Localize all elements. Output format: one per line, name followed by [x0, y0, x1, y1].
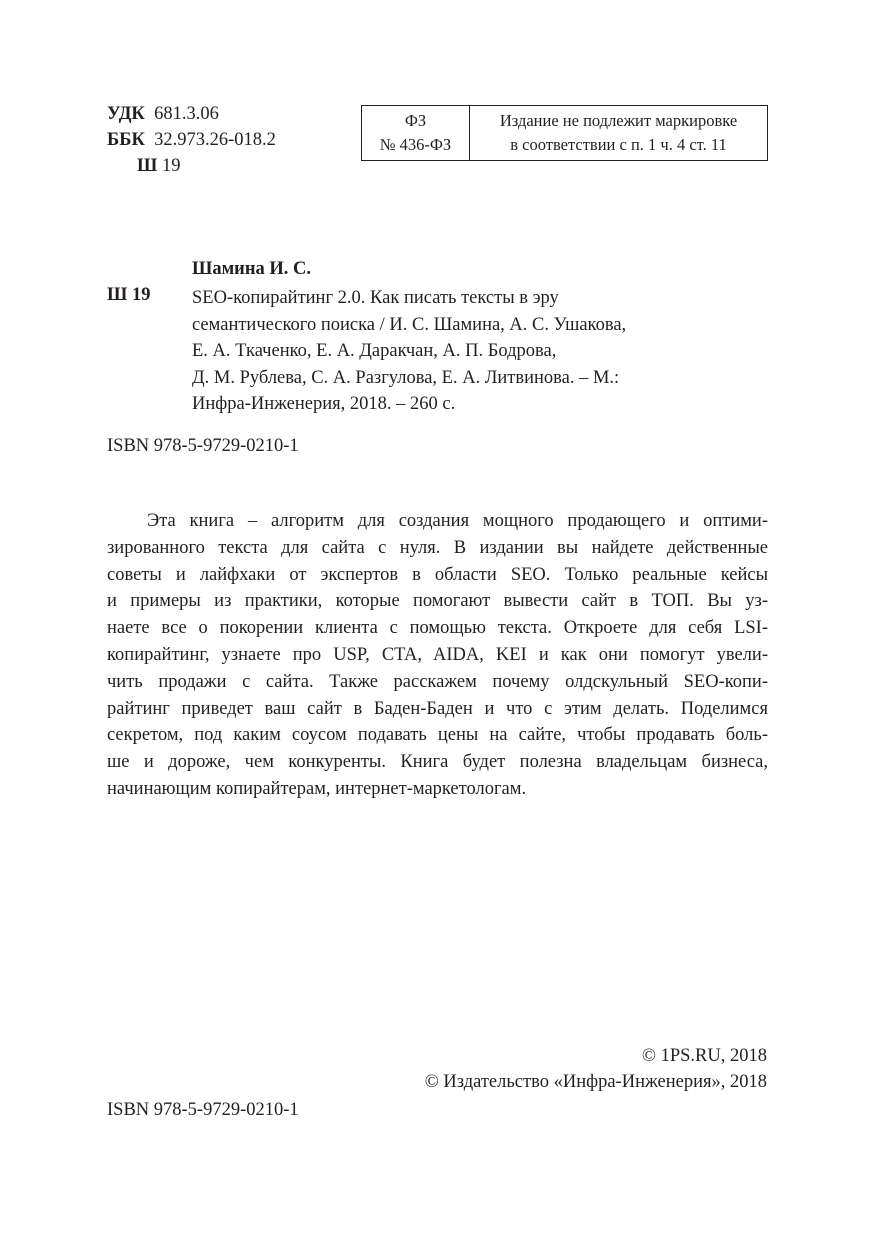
author-heading: Шамина И. С. — [192, 259, 311, 279]
author-code: Ш 19 — [107, 285, 151, 305]
annotation-line: ше и дороже, чем конкуренты. Книга будет полезна владельцам бизнеса, — [107, 752, 768, 773]
copyright-line: © Издательство «Инфра-Инженерия», 2018 — [424, 1072, 767, 1092]
annotation-line: начинающим копирайтерам, интернет-маркетологам. — [107, 778, 527, 799]
copyright-block — [425, 1043, 767, 1095]
annotation-line: чить продажи с сайта. Также расскажем почему олдскульный SEO-копи- — [107, 671, 768, 692]
isbn-top: ISBN 978-5-9729-0210-1 — [107, 436, 299, 456]
annotation-line: советы и лайфхаки от экспертов в области SEO. Только реальные кейсы — [107, 564, 768, 585]
fz-law-line1: ФЗ — [404, 111, 427, 130]
classification-block — [107, 101, 276, 179]
biblio-line: SEO-копирайтинг 2.0. Как писать тексты в эру — [192, 288, 559, 308]
biblio-line: Е. А. Ткаченко, Е. А. Даракчан, А. П. Бодрова, — [192, 341, 557, 361]
fz-note-line1: Издание не подлежит маркировке — [499, 111, 738, 130]
udk-label: УДК — [107, 104, 145, 124]
author-sign-row — [107, 153, 276, 179]
author-sign-label: Ш — [137, 156, 158, 176]
biblio-line: Д. М. Рублева, С. А. Разгулова, Е. А. Литвинова. – М.: — [192, 367, 620, 388]
annotation-line: копирайтинг, узнаете про USP, CTA, AIDA, KEI и как они помогут увели- — [107, 644, 768, 665]
biblio-line: Инфра-Инженерия, 2018. – 260 с. — [192, 394, 456, 414]
annotation-line: и примеры из практики, которые помогают вывести сайт в ТОП. Вы уз- — [107, 591, 768, 612]
bbk-label: ББК — [107, 130, 145, 150]
author-sign-value: 19 — [161, 156, 181, 176]
annotation-line: секретом, под каким соусом подавать цены на сайте, чтобы продавать боль- — [107, 725, 768, 746]
isbn-bottom: ISBN 978-5-9729-0210-1 — [107, 1100, 299, 1120]
bbk-value: 32.973.26-018.2 — [154, 130, 276, 150]
annotation-line: зированного текста для сайта с нуля. В издании вы найдете действенные — [107, 537, 768, 558]
annotation-line: райтинг приведет ваш сайт в Баден-Баден и что с этим делать. Поделимся — [107, 698, 768, 719]
udk-value: 681.3.06 — [154, 104, 219, 124]
fz-label-box — [361, 105, 768, 161]
udk-row — [107, 101, 276, 127]
annotation-line: Эта книга – алгоритм для создания мощного продающего и оптими- — [147, 511, 768, 531]
fz-law-cell — [362, 106, 470, 160]
annotation-line: наете все о покорении клиента с помощью текста. Откроете для себя LSI- — [107, 618, 768, 639]
annotation-paragraph — [107, 508, 768, 803]
fz-note-line2: в соответствии с п. 1 ч. 4 ст. 11 — [510, 135, 727, 154]
fz-law-line2: № 436-ФЗ — [379, 135, 452, 154]
bbk-row — [107, 127, 276, 153]
copyright-line: © 1PS.RU, 2018 — [641, 1046, 767, 1066]
biblio-line: семантического поиска / И. С. Шамина, А. С. Ушакова, — [192, 314, 627, 335]
fz-note-cell — [470, 106, 767, 160]
bibliographic-description — [192, 285, 626, 418]
